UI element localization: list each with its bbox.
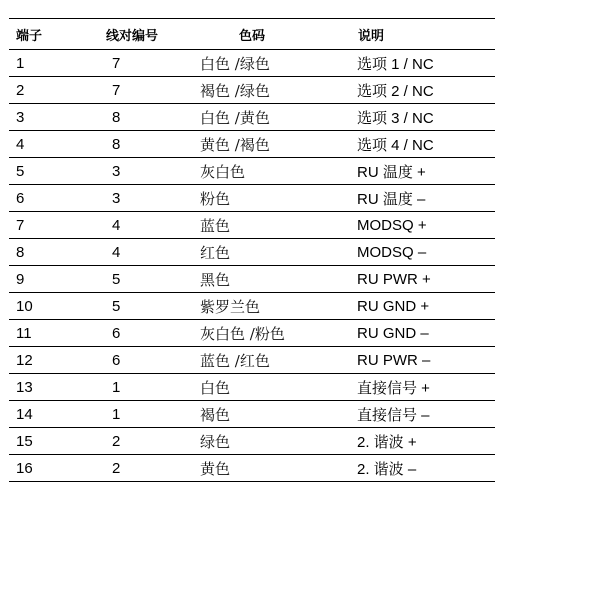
table-row bbox=[9, 293, 495, 320]
cell-pair-number: 7 bbox=[90, 50, 180, 77]
cell-color-code: 白色 bbox=[180, 374, 343, 401]
cell-pair-number: 6 bbox=[90, 347, 180, 374]
cell-terminal: 14 bbox=[9, 401, 90, 428]
cell-pair-number: 5 bbox=[90, 293, 180, 320]
table-row bbox=[9, 77, 495, 104]
cell-pair-number: 2 bbox=[90, 455, 180, 482]
cell-color-code: 蓝色 /红色 bbox=[180, 347, 343, 374]
header-pair-number: 线对编号 bbox=[90, 19, 180, 50]
cell-pair-number: 8 bbox=[90, 104, 180, 131]
cell-color-code: 灰白色 bbox=[180, 158, 343, 185]
wiring-table-container bbox=[9, 18, 495, 482]
cell-pair-number: 3 bbox=[90, 158, 180, 185]
table-header bbox=[9, 19, 495, 50]
cell-description: 直接信号 – bbox=[343, 401, 495, 428]
table-row bbox=[9, 374, 495, 401]
cell-description: RU GND + bbox=[343, 293, 495, 320]
cell-pair-number: 6 bbox=[90, 320, 180, 347]
cell-terminal: 8 bbox=[9, 239, 90, 266]
cell-terminal: 1 bbox=[9, 50, 90, 77]
cell-color-code: 黄色 /褐色 bbox=[180, 131, 343, 158]
cell-terminal: 5 bbox=[9, 158, 90, 185]
cell-terminal: 4 bbox=[9, 131, 90, 158]
cell-description: 选项 4 / NC bbox=[343, 131, 495, 158]
cell-color-code: 白色 /绿色 bbox=[180, 50, 343, 77]
table-row bbox=[9, 320, 495, 347]
table-row bbox=[9, 158, 495, 185]
table-row bbox=[9, 347, 495, 374]
cell-color-code: 紫罗兰色 bbox=[180, 293, 343, 320]
cell-color-code: 蓝色 bbox=[180, 212, 343, 239]
cell-pair-number: 1 bbox=[90, 401, 180, 428]
cell-description: 2. 谐波 + bbox=[343, 428, 495, 455]
cell-description: RU 温度 – bbox=[343, 185, 495, 212]
cell-description: RU 温度 + bbox=[343, 158, 495, 185]
cell-terminal: 11 bbox=[9, 320, 90, 347]
cell-terminal: 15 bbox=[9, 428, 90, 455]
cell-terminal: 12 bbox=[9, 347, 90, 374]
cell-pair-number: 2 bbox=[90, 428, 180, 455]
cell-description: 选项 1 / NC bbox=[343, 50, 495, 77]
cell-terminal: 3 bbox=[9, 104, 90, 131]
cell-description: 选项 3 / NC bbox=[343, 104, 495, 131]
table-row bbox=[9, 131, 495, 158]
cell-description: RU GND – bbox=[343, 320, 495, 347]
cell-description: 选项 2 / NC bbox=[343, 77, 495, 104]
cell-pair-number: 8 bbox=[90, 131, 180, 158]
cell-color-code: 灰白色 /粉色 bbox=[180, 320, 343, 347]
cell-terminal: 2 bbox=[9, 77, 90, 104]
cell-color-code: 粉色 bbox=[180, 185, 343, 212]
table-body bbox=[9, 50, 495, 482]
table-row bbox=[9, 455, 495, 482]
cell-pair-number: 3 bbox=[90, 185, 180, 212]
wiring-table bbox=[9, 18, 495, 482]
table-row bbox=[9, 266, 495, 293]
cell-color-code: 白色 /黄色 bbox=[180, 104, 343, 131]
cell-pair-number: 5 bbox=[90, 266, 180, 293]
table-row bbox=[9, 104, 495, 131]
cell-color-code: 绿色 bbox=[180, 428, 343, 455]
table-row bbox=[9, 428, 495, 455]
cell-color-code: 褐色 bbox=[180, 401, 343, 428]
table-row bbox=[9, 185, 495, 212]
header-color-code: 色码 bbox=[180, 19, 343, 50]
header-terminal: 端子 bbox=[9, 19, 90, 50]
table-row bbox=[9, 239, 495, 266]
cell-terminal: 10 bbox=[9, 293, 90, 320]
cell-pair-number: 4 bbox=[90, 239, 180, 266]
cell-color-code: 褐色 /绿色 bbox=[180, 77, 343, 104]
cell-color-code: 红色 bbox=[180, 239, 343, 266]
cell-color-code: 黑色 bbox=[180, 266, 343, 293]
header-row bbox=[9, 19, 495, 50]
cell-description: RU PWR – bbox=[343, 347, 495, 374]
cell-terminal: 9 bbox=[9, 266, 90, 293]
cell-description: 2. 谐波 – bbox=[343, 455, 495, 482]
cell-pair-number: 7 bbox=[90, 77, 180, 104]
table-row bbox=[9, 50, 495, 77]
cell-color-code: 黄色 bbox=[180, 455, 343, 482]
header-description: 说明 bbox=[343, 19, 495, 50]
cell-terminal: 6 bbox=[9, 185, 90, 212]
cell-pair-number: 1 bbox=[90, 374, 180, 401]
cell-description: MODSQ – bbox=[343, 239, 495, 266]
cell-terminal: 16 bbox=[9, 455, 90, 482]
cell-terminal: 7 bbox=[9, 212, 90, 239]
cell-pair-number: 4 bbox=[90, 212, 180, 239]
cell-description: 直接信号 + bbox=[343, 374, 495, 401]
cell-terminal: 13 bbox=[9, 374, 90, 401]
cell-description: MODSQ + bbox=[343, 212, 495, 239]
table-row bbox=[9, 212, 495, 239]
cell-description: RU PWR + bbox=[343, 266, 495, 293]
table-row bbox=[9, 401, 495, 428]
